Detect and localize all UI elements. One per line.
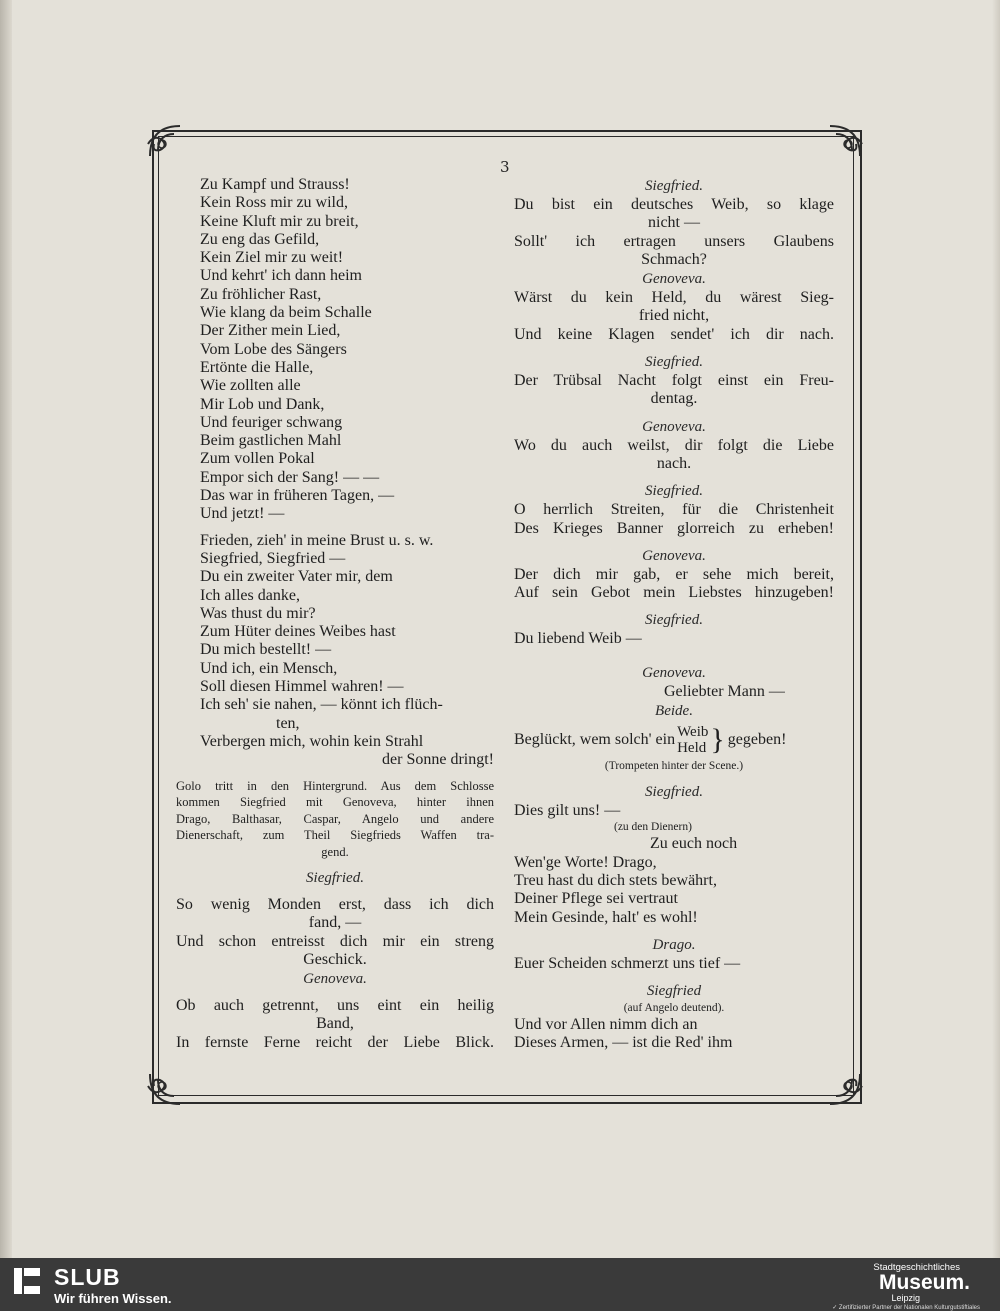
- speaker-name: Genoveva.: [642, 271, 706, 288]
- verse-line: ten,: [276, 714, 300, 732]
- stage-direction: (zu den Dienern): [614, 821, 692, 834]
- stage-direction-line: gend.: [321, 844, 349, 859]
- verse-line: Das war in früheren Tagen, —: [200, 487, 395, 505]
- line-spacer: [176, 989, 494, 997]
- verse-line: Des Krieges Banner glorreich zu erheben!: [514, 519, 834, 537]
- speaker-name: Genoveva.: [642, 418, 706, 435]
- right-text-column: [514, 176, 834, 1053]
- verse-line: Soll diesen Himmel wahren! —: [200, 678, 404, 696]
- verse-line: dentag.: [650, 390, 698, 408]
- verse-line: Siegfried, Siegfried —: [200, 549, 346, 567]
- verse-line: nicht —: [648, 214, 700, 232]
- verse-line: Zum vollen Pokal: [200, 450, 315, 468]
- speaker-name: Genoveva.: [303, 971, 367, 988]
- stage-direction: (auf Angelo deutend).: [623, 1002, 725, 1015]
- verse-line: Wen'ge Worte! Drago,: [514, 853, 657, 871]
- line-spacer: [514, 927, 834, 935]
- speaker-name: Siegfried.: [645, 483, 703, 500]
- verse-line: Und vor Allen nimm dich an: [514, 1016, 698, 1034]
- library-name[interactable]: SLUB: [54, 1264, 121, 1290]
- verse-line: Dies gilt uns! —: [514, 802, 621, 820]
- verse-line: Band,: [316, 1015, 354, 1033]
- stage-direction-line: Drago, Balthasar, Caspar, Angelo und andere: [176, 811, 494, 826]
- verse-line: Und keine Klagen sendet' ich dir nach.: [514, 325, 834, 343]
- line-spacer: [514, 409, 834, 417]
- verse-line: Kein Ross mir zu wild,: [200, 194, 348, 212]
- speaker-name: Drago.: [652, 936, 696, 953]
- beide-line: [514, 721, 834, 759]
- verse-line: Wie klang da beim Schalle: [200, 304, 372, 322]
- verse-line: Ertönte die Halle,: [200, 358, 314, 376]
- beide-text-pre: Beglückt, wem solch' ein: [514, 731, 676, 749]
- verse-line: fried nicht,: [638, 307, 710, 325]
- library-tagline: Wir führen Wissen.: [54, 1291, 172, 1306]
- verse-line: Du bist ein deutsches Weib, so klage: [514, 196, 834, 213]
- beide-alt-top: Weib: [677, 724, 709, 741]
- verse-line: Frieden, zieh' in meine Brust u. s. w.: [200, 531, 434, 549]
- line-spacer: [176, 860, 494, 868]
- verse-line: Schmach?: [641, 250, 707, 268]
- verse-line: Verbergen mich, wohin kein Strahl: [200, 732, 424, 750]
- line-spacer: [514, 538, 834, 546]
- stage-direction-line: Golo tritt in den Hintergrund. Aus dem Schlosse: [176, 778, 494, 793]
- speaker-name: Beide.: [655, 703, 693, 720]
- verse-line: Zum Hüter deines Weibes hast: [200, 623, 396, 641]
- stage-direction: (Trompeten hinter der Scene.): [604, 760, 744, 773]
- beide-text-post: gegeben!: [727, 731, 787, 749]
- stage-direction: [176, 844, 494, 861]
- verse-line: Du ein zweiter Vater mir, dem: [200, 568, 393, 586]
- verse-line: Du mich bestellt! —: [200, 641, 332, 659]
- beide-alternatives: [677, 724, 708, 756]
- verse-line: In fernste Ferne reicht der Liebe Blick.: [176, 1033, 494, 1051]
- verse-line: Keine Kluft mir zu breit,: [200, 212, 359, 230]
- verse-line: Der Zither mein Lied,: [200, 322, 341, 340]
- verse-line: nach.: [656, 454, 692, 472]
- stage-direction: [176, 794, 494, 811]
- speaker-name: Genoveva.: [642, 547, 706, 564]
- verse-line: Vom Lobe des Sängers: [200, 340, 347, 358]
- speaker-name: Siegfried.: [645, 612, 703, 629]
- line-spacer: [176, 888, 494, 896]
- viewer-footer: [0, 1258, 1000, 1310]
- brace-icon: }: [710, 723, 725, 757]
- line-spacer: [514, 602, 834, 610]
- verse-line: Zu Kampf und Strauss!: [200, 176, 350, 193]
- verse-line: fand, —: [308, 914, 362, 932]
- page-number: 3: [500, 158, 510, 176]
- verse-line: Zu euch noch: [650, 835, 738, 853]
- verse-line: Auf sein Gebot mein Liebstes hinzugeben!: [514, 584, 834, 602]
- verse-line: Wo du auch weilst, dir folgt die Liebe: [514, 436, 834, 454]
- speaker-name: Siegfried: [646, 983, 702, 1000]
- verse-line: Wärst du kein Held, du wärest Sieg-: [514, 289, 834, 307]
- verse-line: Empor sich der Sang! — —: [200, 468, 380, 486]
- verse-line: Deiner Pflege sei vertraut: [514, 890, 678, 908]
- line-spacer: [514, 344, 834, 352]
- museum-name[interactable]: Museum.: [878, 1271, 970, 1294]
- verse-line: Geliebter Mann —: [664, 682, 785, 700]
- line-spacer: [514, 973, 834, 981]
- corner-ornament-bottom-left: [140, 1044, 210, 1114]
- speaker-name: Siegfried.: [645, 354, 703, 371]
- speaker-name: Genoveva.: [642, 664, 706, 681]
- speaker-name: Siegfried.: [645, 178, 703, 194]
- line-spacer: [176, 524, 494, 532]
- verse-line: Und kehrt' ich dann heim: [200, 267, 362, 285]
- stage-direction-line: kommen Siegfried mit Genoveva, hinter ihnen: [176, 795, 494, 809]
- line-spacer: [514, 774, 834, 782]
- line-spacer: [514, 473, 834, 481]
- slub-logo-icon: [14, 1268, 40, 1294]
- verse-line: Geschick.: [303, 950, 367, 968]
- verse-line: der Sonne dringt!: [382, 751, 494, 769]
- museum-city: Leipzig: [891, 1293, 920, 1303]
- verse-line: Zu fröhlicher Rast,: [200, 285, 322, 303]
- verse-line: Dieses Armen, — ist die Red' ihm: [514, 1034, 733, 1052]
- speaker-name: Siegfried.: [645, 784, 703, 801]
- verse-line: Treu hast du dich stets bewährt,: [514, 871, 717, 889]
- verse-line: O herrlich Streiten, für die Christenheit: [514, 501, 834, 519]
- verse-line: Der dich mir gab, er sehe mich bereit,: [514, 565, 834, 583]
- verse-line: Mir Lob und Dank,: [200, 395, 325, 413]
- line-spacer: [176, 770, 494, 778]
- verse-line: Ich alles danke,: [200, 586, 300, 604]
- stage-direction-line: Dienerschaft, zum Theil Siegfrieds Waffen tra-: [176, 828, 494, 842]
- verse-line: Und ich, ein Mensch,: [200, 659, 338, 677]
- verse-line: Mein Gesinde, halt' es wohl!: [514, 908, 698, 926]
- corner-ornament-bottom-right: [800, 1044, 870, 1114]
- line-spacer: [514, 649, 834, 663]
- verse-line: Und schon entreisst dich mir ein streng: [176, 932, 494, 950]
- verse-line: Du liebend Weib —: [514, 630, 642, 648]
- museum-label-top: Stadtgeschichtliches: [873, 1262, 960, 1273]
- verse-line: Sollt' ich ertragen unsers Glaubens: [514, 232, 834, 250]
- stage-direction: [176, 811, 494, 828]
- stage-direction: [176, 827, 494, 844]
- beide-alt-bottom: Held: [677, 740, 707, 757]
- verse-line: Wie zollten alle: [200, 377, 301, 395]
- verse-line: Kein Ziel mir zu weit!: [200, 249, 344, 267]
- verse-line: Und feuriger schwang: [200, 413, 343, 431]
- verse-line: Beim gastlichen Mahl: [200, 432, 342, 450]
- verse-line: So wenig Monden erst, dass ich dich: [176, 896, 494, 913]
- museum-certification: ✓ Zertifizierter Partner der Nationalen Kulturgutstiftiales: [832, 1305, 980, 1311]
- verse-line: Ich seh' sie nahen, — könnt ich flüch-: [200, 696, 443, 714]
- page-right-edge: [992, 0, 1000, 1258]
- speaker-name: Siegfried.: [306, 870, 364, 886]
- verse-line: Euer Scheiden schmerzt uns tief —: [514, 954, 741, 972]
- verse-line: Der Trübsal Nacht folgt einst ein Freu-: [514, 372, 834, 390]
- verse-line: Was thust du mir?: [200, 604, 316, 622]
- stage-direction: [176, 778, 494, 795]
- verse-line: Ob auch getrennt, uns eint ein heilig: [176, 997, 494, 1015]
- verse-line: Zu eng das Gefild,: [200, 230, 320, 248]
- page-binding-edge: [0, 0, 12, 1258]
- left-text-column: [176, 176, 494, 1052]
- verse-line: Und jetzt! —: [200, 505, 285, 523]
